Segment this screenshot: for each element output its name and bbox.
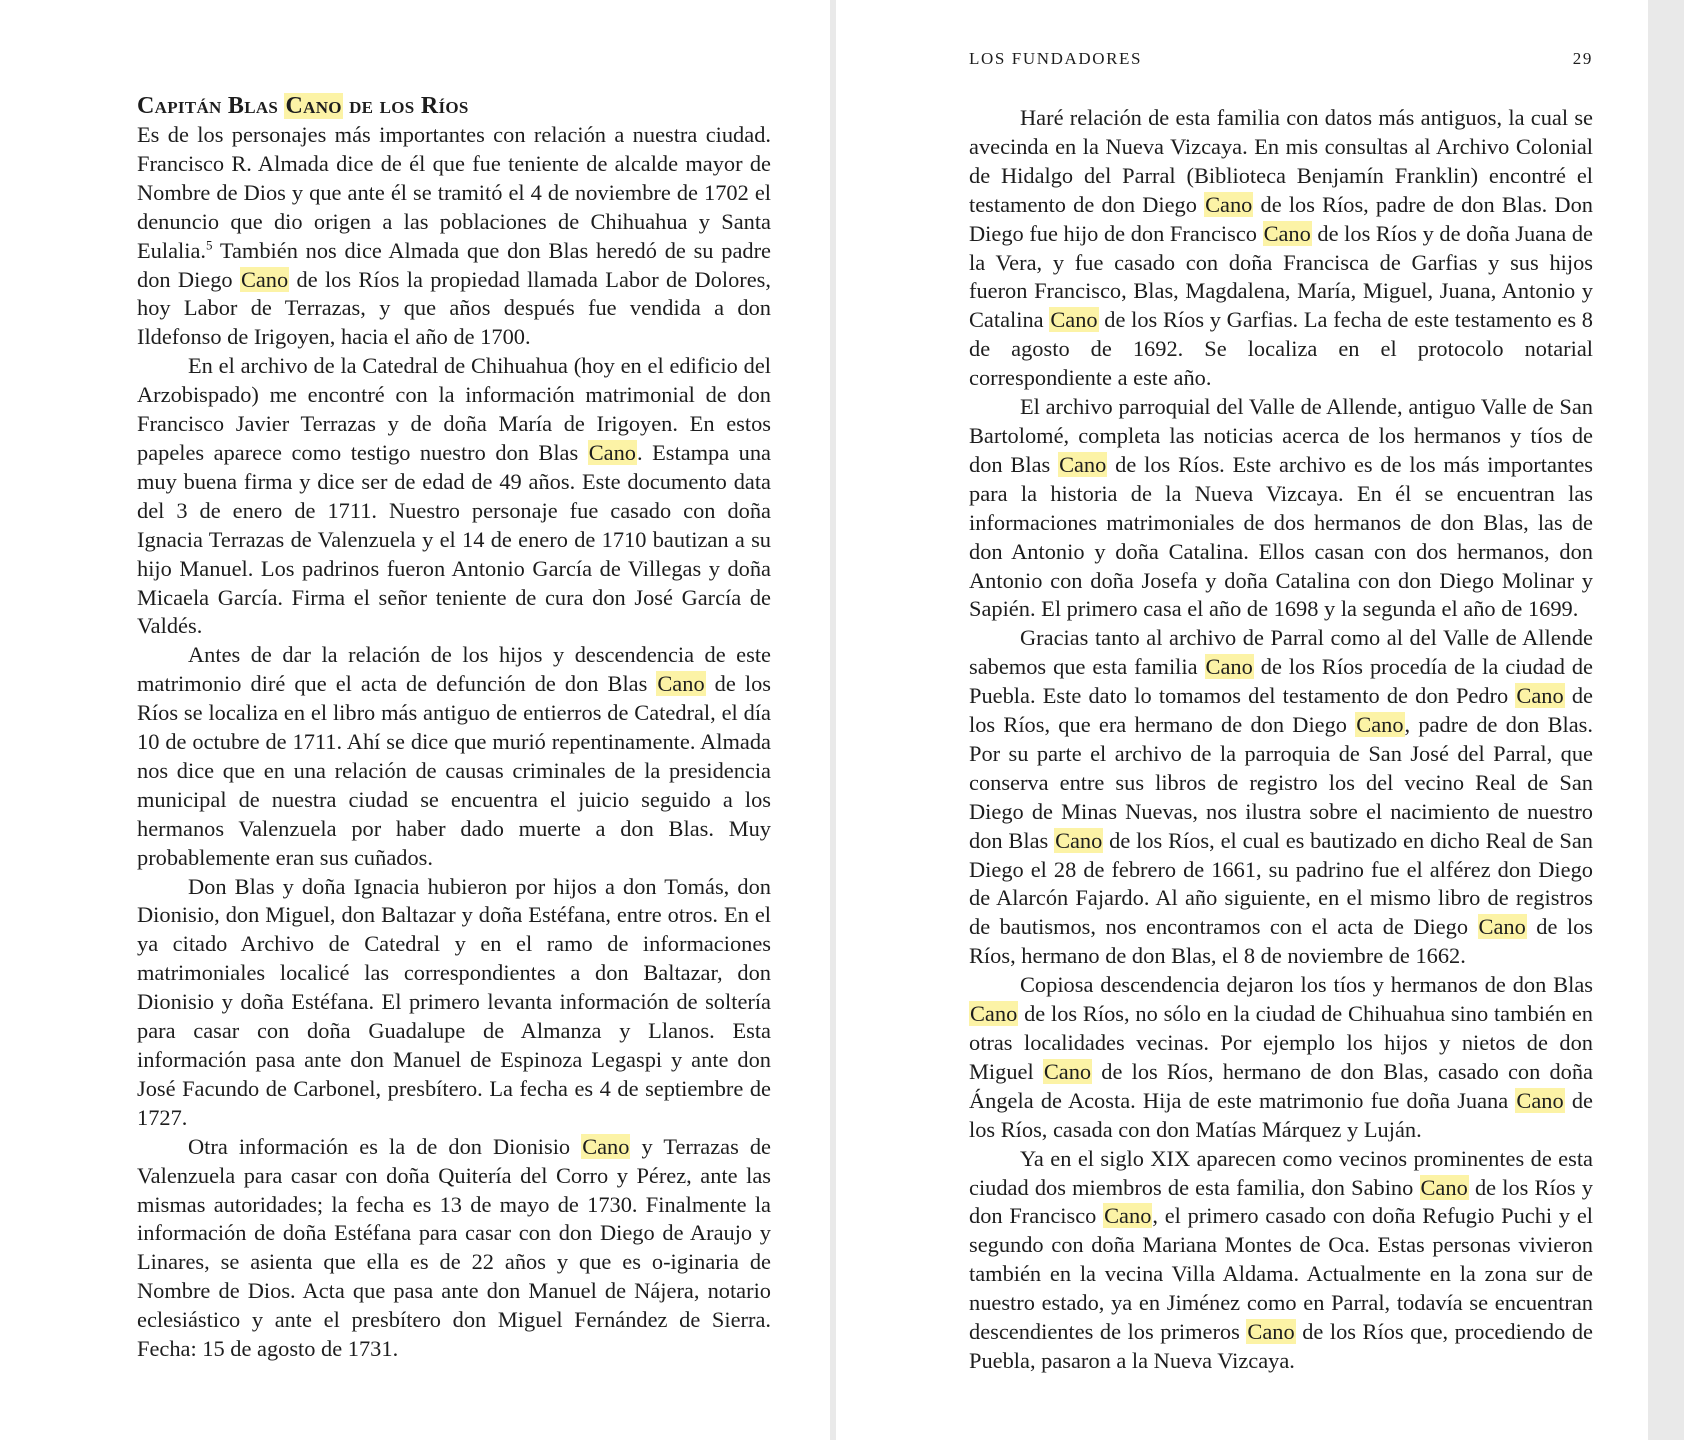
paragraph — [969, 393, 1593, 624]
search-highlight: Cano — [1356, 712, 1404, 738]
paragraph — [137, 641, 771, 872]
text-run: de los Ríos, no sólo en la ciudad de Chihuahua sino también en otras localidades vecinas. Por ejemplo los hijos y nietos de don Miguel — [969, 1001, 1593, 1084]
text-run: de los Ríos la propiedad llamada Labor de Dolores, hoy Labor de Terrazas, y que años después fue vendida a don Ildefonso de Irigoyen, hacia el año de 1700. — [137, 266, 771, 350]
text-run: Gracias tanto al archivo de Parral como al del Valle de Allende sabemos que esta familia — [969, 625, 1593, 680]
search-highlight: Cano — [970, 1001, 1018, 1027]
search-highlight: Cano — [1043, 1058, 1092, 1084]
search-highlight: Cano — [1205, 191, 1253, 217]
search-highlight: Cano — [1104, 1203, 1152, 1229]
heading-text: Capitán Blas — [137, 93, 285, 119]
text-run: de los Ríos, el cual es bautizado en dicho Real de San Diego el 28 de febrero de 1661, su padrino fue el alférez don Diego de Alarcón Fajardo. Al año siguiente, en el mismo libro de registros de bautismos, nos encontramos con el acta de Diego — [969, 827, 1593, 940]
search-highlight: Cano — [240, 266, 289, 292]
search-highlight: Cano — [1055, 827, 1103, 853]
left-text-column — [137, 92, 771, 1364]
paragraph — [969, 624, 1593, 971]
running-header — [969, 48, 1593, 70]
search-highlight: Cano — [1516, 683, 1564, 709]
text-run: En el archivo de la Catedral de Chihuahua (hoy en el edificio del Arzobispado) me encontré con la información matrimonial de don Francisco Javier Terrazas y de doña María de Irigoyen. En estos papeles aparece como testigo nuestro don Blas — [137, 353, 771, 465]
search-highlight: Cano — [1247, 1319, 1295, 1345]
text-run: También nos dice Almada que don Blas heredó de su padre don Diego — [137, 237, 771, 292]
paragraph — [969, 971, 1593, 1144]
search-highlight: Cano — [1059, 451, 1107, 477]
text-run: de los Ríos y Garfias. La fecha de este testamento es 8 de agosto de 1692. Se localiza en el protocolo notarial correspondiente a este año. — [969, 307, 1593, 391]
paragraph — [137, 873, 771, 1133]
text-run: Ya en el siglo XIX aparecen como vecinos prominentes de esta ciudad dos miembros de esta familia, don Sabino — [969, 1145, 1593, 1200]
text-run: de los Ríos y de doña Juana de la Vera, y fue casado con doña Francisca de Garfias y sus hijos fueron Francisco, Blas, Magdalena, María, Miguel, Juana, Antonio y Catalina — [969, 220, 1593, 333]
search-highlight: Cano — [1263, 220, 1311, 246]
footnote-ref: 5 — [206, 237, 213, 253]
text-run: de los Ríos se localiza en el libro más antiguo de entierros de Catedral, el día 10 de octubre de 1711. Ahí se dice que murió repentinamente. Almada nos dice que en una relación de causas criminales de la presidencia municipal de nuestra ciudad se encuentra el juicio seguido a los hermanos Valenzuela por haber dado muerte a don Blas. Muy probablemente eran sus cuñados. — [137, 671, 771, 870]
text-run: y Terrazas de Valenzuela para casar con doña Quitería del Corro y Pérez, ante las mismas autoridades; la fecha es 13 de mayo de 1730. Finalmente la información de doña Estéfana para casar con don Diego de Araujo y Linares, se asienta que ella es de 22 años y que es o-iginaria de Nombre de Dios. Acta que pasa ante don Manuel de Nájera, notario eclesiástico y ante el presbítero don Miguel Fernández de Sierra. Fecha: 15 de agosto de 1731. — [137, 1133, 771, 1362]
text-run: Haré relación de esta familia con datos más antiguos, la cual se avecinda en la Nueva Vizcaya. En mis consultas al Archivo Colonial de Hidalgo del Parral (Biblioteca Benjamín Franklin) encontré el testamento de don Diego — [969, 105, 1593, 217]
text-run: , el primero casado con doña Refugio Puchi y el segundo con doña Mariana Montes de Oca. Estas personas vivieron también en la vecina Villa Aldama. Actualmente en la zona sur de nuestro estado, ya en Jiménez como en Parral, todavía se encuentran descendientes de los primeros — [969, 1203, 1593, 1345]
text-run: Otra información es la de don Dionisio — [188, 1133, 582, 1159]
section-heading — [137, 92, 771, 120]
search-highlight: Cano — [1478, 914, 1526, 940]
text-run: Es de los personajes más importantes con relación a nuestra ciudad. Francisco R. Almada dice de él que fue teniente de alcalde mayor de Nombre de Dios y que ante él se tramitó el 4 de noviembre de 1702 el denuncio que dio origen a las poblaciones de Chihuahua y Santa Eulalia. — [137, 122, 771, 263]
page-number: 29 — [1572, 49, 1593, 68]
text-run: Copiosa descendencia dejaron los tíos y hermanos de don Blas — [1020, 972, 1593, 998]
text-run: de los Ríos, que era hermano de don Diego — [969, 683, 1593, 738]
search-highlight: Cano — [1050, 307, 1098, 333]
search-highlight: Cano — [1205, 654, 1253, 680]
search-highlight: Cano — [1516, 1087, 1564, 1113]
right-page — [836, 0, 1648, 1440]
search-highlight: Cano — [285, 93, 342, 119]
text-run: Antes de dar la relación de los hijos y descendencia de este matrimonio diré que el acta de defunción de don Blas — [137, 642, 771, 697]
text-run: de los Ríos, casada con don Matías Márquez y Luján. — [969, 1087, 1593, 1142]
search-highlight: Cano — [1420, 1174, 1468, 1200]
text-run: de los Ríos, hermano de don Blas, casado con doña Ángela de Acosta. Hija de este matrimonio fue doña Juana — [969, 1058, 1593, 1113]
heading-text: de los Ríos — [342, 93, 469, 119]
text-run: de los Ríos y don Francisco — [969, 1174, 1593, 1229]
text-run: Don Blas y doña Ignacia hubieron por hijos a don Tomás, don Dionisio, don Miguel, don Baltazar y doña Estéfana, entre otros. En el ya citado Archivo de Catedral y en el ramo de informaciones matrimoniales localicé las correspondientes a don Baltazar, don Dionisio y doña Estéfana. El primero levanta información de soltería para casar con doña Guadalupe de Almanza y Llanos. Esta información pasa ante don Manuel de Espinoza Legaspi y ante don José Facundo de Carbonel, presbítero. La fecha es 4 de septiembre de 1727. — [137, 873, 771, 1130]
left-page — [0, 0, 830, 1440]
paragraph — [137, 352, 771, 641]
text-run: de los Ríos. Este archivo es de los más importantes para la historia de la Nueva Vizcaya. En él se encuentran las informaciones matrimoniales de dos hermanos de don Blas, las de don Antonio y doña Catalina. Ellos casan con dos hermanos, don Antonio con doña Josefa y doña Catalina con don Diego Molinar y Sapién. El primero casa el año de 1698 y la segunda el año de 1699. — [969, 451, 1593, 622]
paragraph — [137, 121, 771, 352]
search-highlight: Cano — [657, 671, 705, 697]
text-run: . Estampa una muy buena firma y dice ser de edad de 49 años. Este documento data del 3 de enero de 1711. Nuestro personaje fue casado con doña Ignacia Terrazas de Valenzuela y el 14 de enero de 1710 bautizan a su hijo Manuel. Los padrinos fueron Antonio García de Villegas y doña Micaela García. Firma el señor teniente de cura don José García de Valdés. — [137, 439, 772, 639]
text-run: de los Ríos, hermano de don Blas, el 8 de noviembre de 1662. — [969, 914, 1593, 969]
paragraph — [969, 104, 1593, 393]
text-run: El archivo parroquial del Valle de Allende, antiguo Valle de San Bartolomé, completa las noticias acerca de los hermanos y tíos de don Blas — [969, 394, 1593, 477]
search-highlight: Cano — [582, 1133, 630, 1159]
paragraph — [969, 1145, 1593, 1376]
running-title: LOS FUNDADORES — [969, 49, 1143, 68]
text-run: de los Ríos, padre de don Blas. Don Diego fue hijo de don Francisco — [969, 191, 1593, 246]
right-text-column — [969, 104, 1593, 1376]
text-run: de los Ríos procedía de la ciudad de Puebla. Este dato lo tomamos del testamento de don Pedro — [969, 654, 1593, 709]
text-run: de los Ríos que, procediendo de Puebla, pasaron a la Nueva Vizcaya. — [969, 1319, 1593, 1373]
text-run: , padre de don Blas. Por su parte el archivo de la parroquia de San José del Parral, que conserva entre sus libros de registro los del vecino Real de San Diego de Minas Nuevas, nos ilustra sobre el nacimiento de nuestro don Blas — [969, 712, 1593, 853]
paragraph — [137, 1133, 771, 1364]
search-highlight: Cano — [588, 439, 636, 465]
